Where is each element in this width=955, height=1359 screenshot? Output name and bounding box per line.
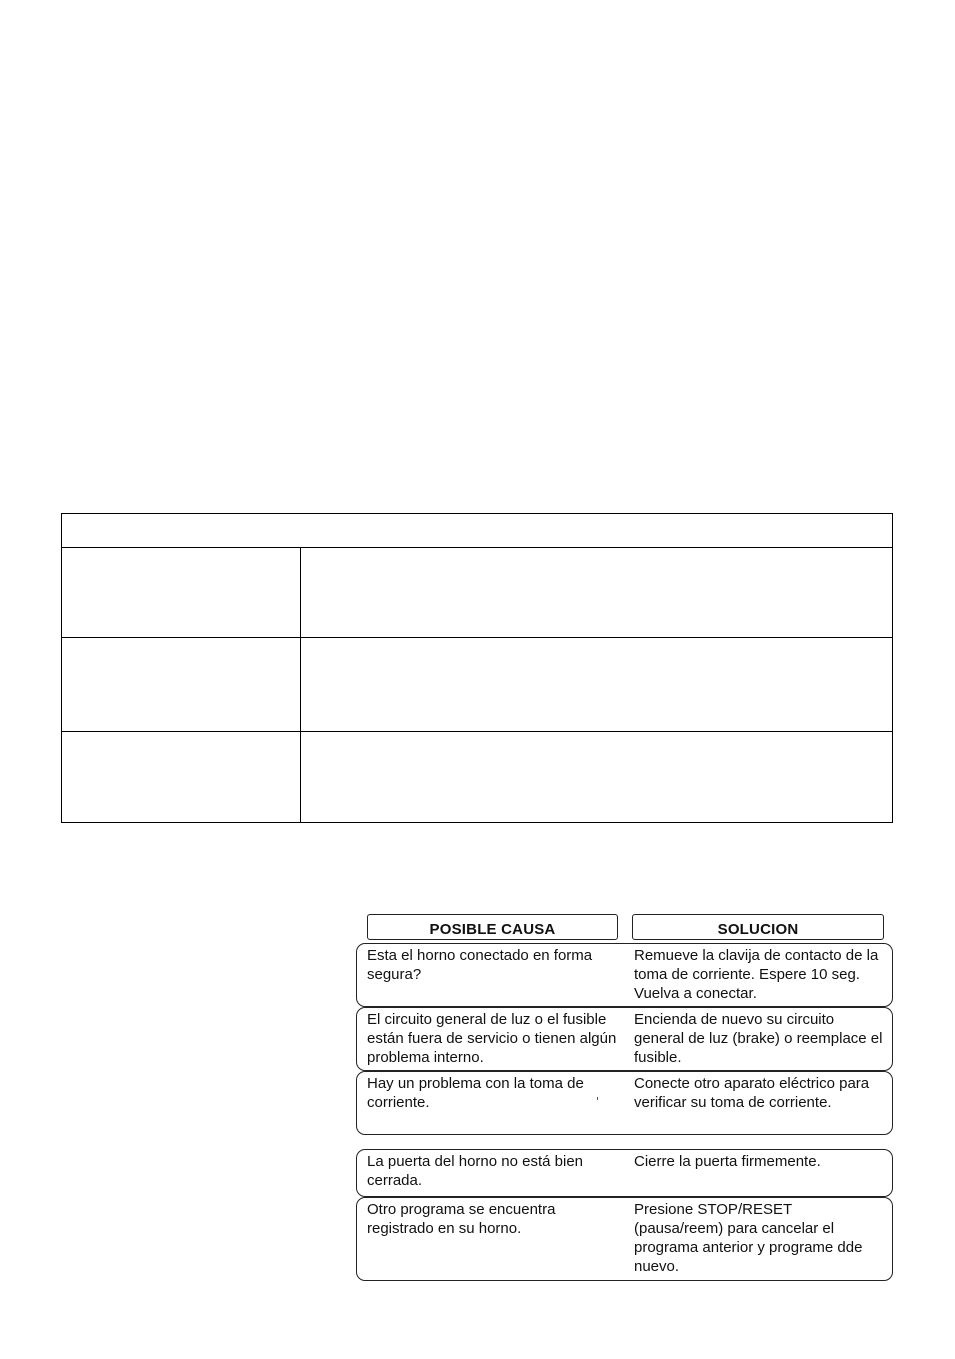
empty-table (61, 513, 893, 823)
header-solution: SOLUCION (632, 914, 884, 940)
cause-text: Hay un problema con la toma de corriente. (367, 1075, 584, 1111)
table-divider (62, 731, 892, 732)
stray-mark (597, 1097, 598, 1100)
cause-text: Otro programa se encuentra registrado en su horno. (367, 1201, 556, 1237)
solution-text: Presione STOP/RESET (pausa/reem) para cancelar el programa anterior y programe dde nuevo. (634, 1201, 863, 1275)
table-divider (62, 547, 892, 548)
cause-text: El circuito general de luz o el fusible están fuera de servicio o tienen algún problema interno. (367, 1011, 617, 1066)
cause-text: Esta el horno conectado en forma segura? (367, 947, 593, 983)
troubleshooting-row (356, 1071, 893, 1135)
troubleshooting-row (356, 1007, 893, 1071)
table-column-divider (300, 547, 301, 822)
solution-text: Encienda de nuevo su circuito general de luz (brake) o reemplace el fusible. (634, 1011, 883, 1066)
troubleshooting-row (356, 1149, 893, 1197)
troubleshooting-row (356, 943, 893, 1007)
header-possible-cause: POSIBLE CAUSA (367, 914, 618, 940)
table-divider (62, 637, 892, 638)
solution-text: Remueve la clavija de contacto de la toma de corriente. Espere 10 seg. Vuelva a conectar. (634, 947, 879, 1002)
troubleshooting-row (356, 1197, 893, 1281)
solution-text: Cierre la puerta firmemente. (634, 1153, 821, 1170)
cause-text: La puerta del horno no está bien cerrada. (367, 1153, 583, 1189)
solution-text: Conecte otro aparato eléctrico para verificar su toma de corriente. (634, 1075, 870, 1111)
